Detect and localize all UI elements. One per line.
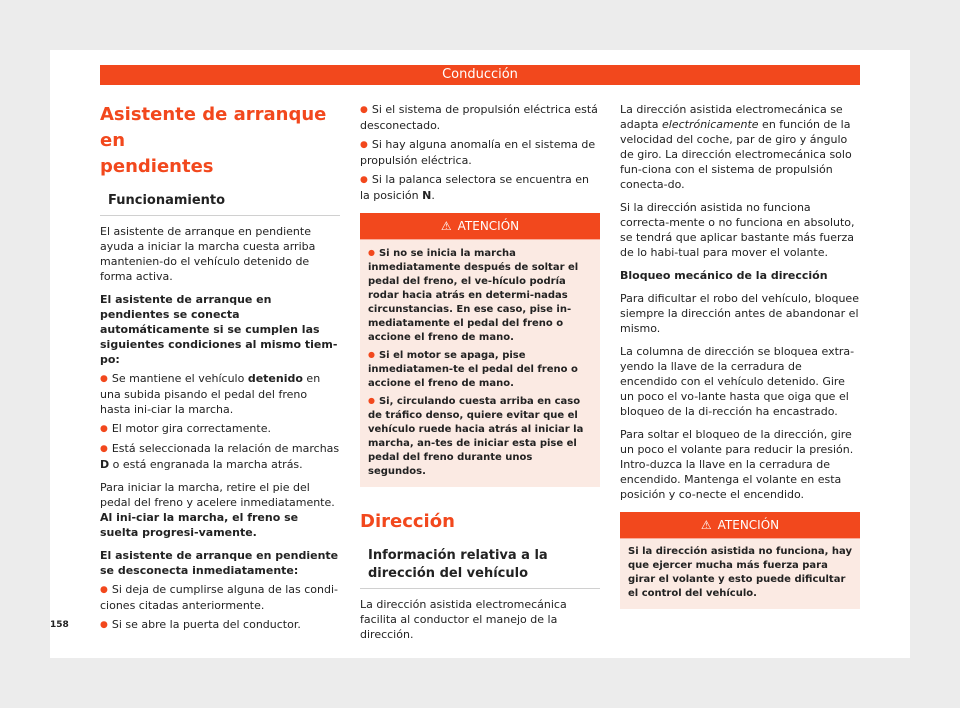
subsection-title: Información relativa a la dirección del vehículo xyxy=(360,547,600,589)
paragraph: Para soltar el bloqueo de la dirección, gire un poco el volante para reducir la presión. Intro-duzca la llave en la cerradura de encendido. Mantenga el volante en esta posición y co-necte el encendido. xyxy=(620,428,854,501)
paragraph: Si la dirección asistida no funciona correcta-mente o no funciona en absoluto, se tendrá que aplicar bastante más fuerza de lo habi-tual para mover el volante. xyxy=(620,201,855,259)
subheading: Bloqueo mecánico de la dirección xyxy=(620,269,828,282)
bullet-item: ● Si deja de cumplirse alguna de las condi-ciones citadas anteriormente. xyxy=(100,582,340,613)
warning-header: ⚠ ATENCIÓN xyxy=(360,213,600,240)
subsection-title: Funcionamiento xyxy=(100,192,340,216)
bullet-item: ● El motor gira correctamente. xyxy=(100,421,340,437)
paragraph: Para dificultar el robo del vehículo, bloquee siempre la dirección antes de abandonar el mismo. xyxy=(620,292,859,335)
bullet-item: ● Si se abre la puerta del conductor. xyxy=(100,617,340,633)
column-2 xyxy=(360,102,600,642)
bullet-item: ● Si el sistema de propulsión eléctrica está desconectado. xyxy=(360,102,600,133)
manual-page xyxy=(50,50,910,658)
warning-item: ● Si no se inicia la marcha inmediatamente después de soltar el pedal del freno, el ve-hículo podría rodar hacia atrás en determi-nadas circunstancias. En ese caso, pise in-mediatamente el pedal del freno o accione el freno de mano. xyxy=(368,246,592,345)
paragraph: La dirección asistida electromecánica facilita al conductor el manejo de la dirección. xyxy=(360,598,567,641)
paragraph-bold: El asistente de arranque en pendientes se conecta automáticamente si se cumplen las siguientes condiciones al mismo tiem-po: xyxy=(100,293,338,366)
column-1 xyxy=(100,102,340,633)
warning-header: ⚠ ATENCIÓN xyxy=(620,512,860,539)
bullet-item: ● Está seleccionada la relación de marchas D o está engranada la marcha atrás. xyxy=(100,441,340,472)
page-number: 158 xyxy=(50,620,69,630)
warning-box xyxy=(620,512,860,609)
paragraph: La columna de dirección se bloquea extra-yendo la llave de la cerradura de encendido con el vehículo detenido. Gire un poco el vo-lante hasta que oiga que el bloqueo de la di-rección ha encastrado. xyxy=(620,345,855,418)
paragraph: La dirección asistida electromecánica se adapta electrónicamente en función de la velocidad del coche, par de giro y ángulo de giro. La dirección electromecánica solo fun-ciona con el sistema de propulsión conecta-do. xyxy=(620,103,852,191)
section-title: Dirección xyxy=(360,511,455,532)
paragraph: Para iniciar la marcha, retire el pie del pedal del freno y acelere inmediatamente. Al ini-ciar la marcha, el freno se suelta progresi-vamente. xyxy=(100,481,335,539)
warning-box xyxy=(360,213,600,487)
warning-item: ● Si el motor se apaga, pise inmediatamen-te el pedal del freno o accione el freno de mano. xyxy=(368,348,592,391)
paragraph-bold: El asistente de arranque en pendiente se desconecta inmediatamente: xyxy=(100,549,339,577)
bullet-item: ● Se mantiene el vehículo detenido en una subida pisando el pedal del freno hasta ini-ciar la marcha. xyxy=(100,371,340,417)
warning-item: ● Si, circulando cuesta arriba en caso de tráfico denso, quiere evitar que el vehículo ruede hacia atrás al iniciar la marcha, an-tes de iniciar esta pise el pedal del freno durante unos segundos. xyxy=(368,394,592,479)
warning-triangle-icon: ⚠ xyxy=(440,219,452,233)
warning-body: Si la dirección asistida no funciona, hay que ejercer mucha más fuerza para girar el volante y esto puede dificultar el control del vehículo. xyxy=(620,539,860,609)
section-title: Asistente de arranque en pendientes xyxy=(100,104,327,177)
warning-body xyxy=(360,240,600,487)
bullet-item: ● Si la palanca selectora se encuentra en la posición N. xyxy=(360,172,600,203)
bullet-item: ● Si hay alguna anomalía en el sistema de propulsión eléctrica. xyxy=(360,137,600,168)
section-header: Conducción xyxy=(100,65,860,85)
warning-triangle-icon: ⚠ xyxy=(700,518,712,532)
column-3 xyxy=(620,102,860,609)
paragraph: El asistente de arranque en pendiente ayuda a iniciar la marcha cuesta arriba mantenien-do el vehículo detenido de forma activa. xyxy=(100,225,316,283)
